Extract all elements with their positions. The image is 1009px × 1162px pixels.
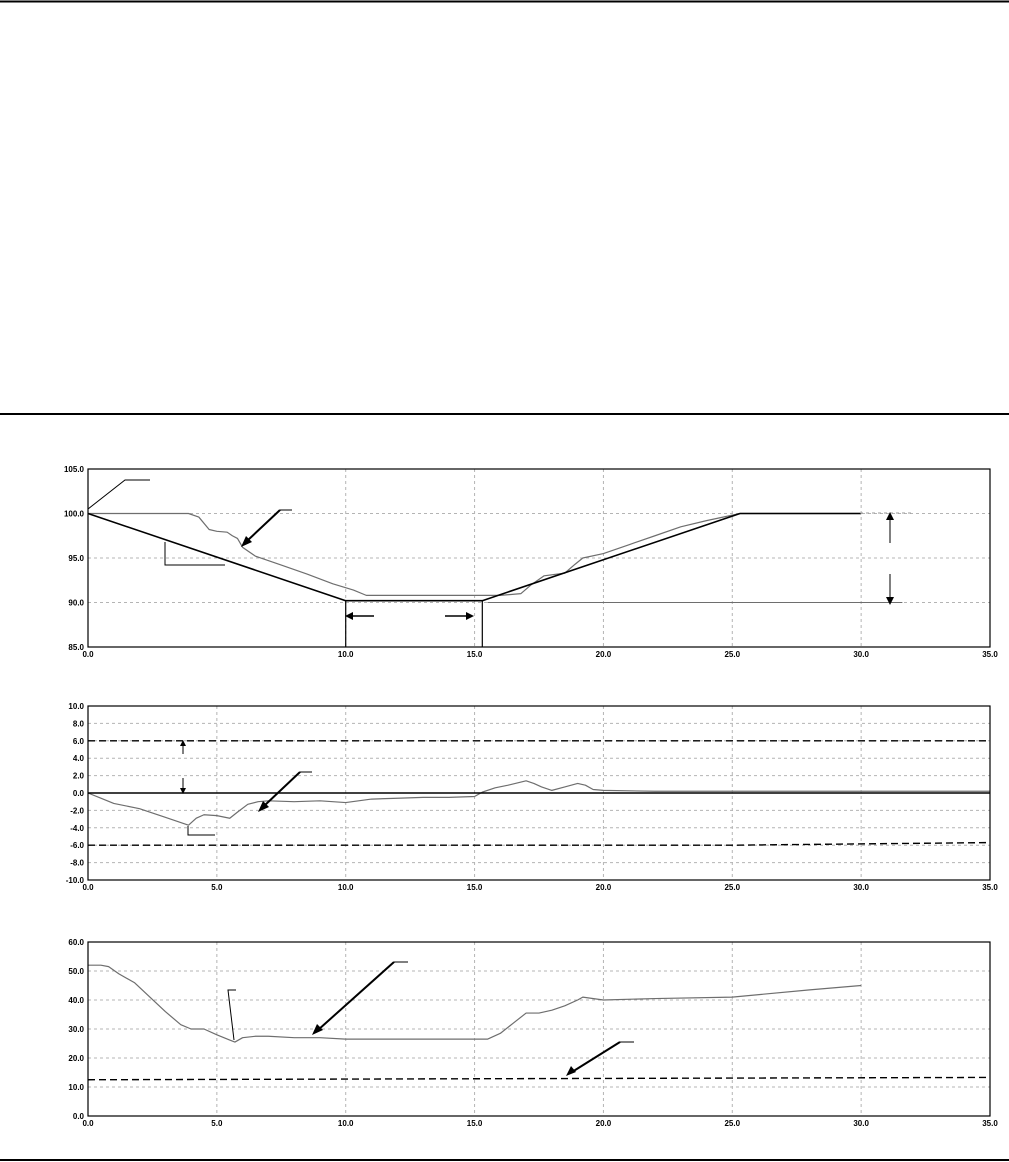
callout-arrow-4-shaft: [318, 962, 394, 1030]
x-tick-label: 30.0: [853, 883, 869, 892]
y-tick-label: 100.0: [63, 509, 84, 519]
x-tick-label: 25.0: [724, 883, 741, 892]
x-tick-label: 15.0: [466, 883, 483, 892]
width-chart: [68, 938, 998, 1128]
x-tick-label: 10.0: [337, 650, 354, 659]
y-tick-label: -2.0: [70, 806, 84, 816]
callout-arrow-2-shaft: [247, 510, 280, 541]
x-tick-label: 25.0: [724, 650, 741, 659]
y-tick-label: 50.0: [68, 967, 84, 976]
y-tick-label: -10.0: [65, 876, 84, 885]
annotations: [88, 480, 912, 1072]
x-tick-label: 35.0: [982, 1119, 998, 1128]
y-tick-label: 85.0: [68, 643, 84, 652]
y-tick-label: 30.0: [68, 1025, 84, 1034]
series-line-design: [88, 514, 861, 601]
y-tick-label: 4.0: [72, 754, 84, 764]
arrowhead-4: [312, 1024, 323, 1035]
y-tick-label: 20.0: [68, 1054, 84, 1063]
y-tick-label: 6.0: [72, 736, 84, 746]
y-tick-label: 95.0: [68, 554, 84, 563]
x-tick-label: 0.0: [82, 883, 94, 892]
x-tick-label: 20.0: [595, 883, 612, 892]
arrowhead-base-right: [466, 612, 474, 620]
x-tick-label: 15.0: [466, 650, 483, 659]
x-tick-label: 5.0: [211, 1119, 223, 1128]
x-tick-label: 35.0: [982, 883, 998, 892]
y-tick-label: 10.0: [68, 1083, 84, 1092]
x-tick-label: 10.0: [337, 1119, 354, 1128]
y-tick-label: 8.0: [72, 719, 84, 729]
y-tick-label: -6.0: [70, 841, 84, 851]
y-tick-label: 105.0: [63, 465, 84, 474]
x-tick-label: 25.0: [724, 1119, 741, 1128]
y-tick-label: 0.0: [72, 789, 84, 798]
callout-min-width-bracket: [228, 990, 236, 1040]
series-line-dashed: [88, 843, 990, 846]
x-tick-label: 0.0: [82, 650, 94, 659]
callout-arrow-5-shaft: [572, 1042, 620, 1072]
cross-section-profile-chart: [64, 465, 998, 659]
x-tick-label: 10.0: [337, 883, 354, 892]
y-tick-label: -8.0: [70, 858, 84, 868]
y-tick-label: 2.0: [72, 771, 84, 781]
y-tick-label: 10.0: [68, 702, 84, 711]
callout-slope-bracket: [165, 542, 225, 565]
series-line-measured: [88, 781, 990, 825]
x-tick-label: 5.0: [211, 883, 223, 892]
x-tick-label: 20.0: [595, 1119, 612, 1128]
arrowhead-depth-down: [886, 597, 894, 605]
callout-leader-1: [88, 480, 150, 509]
x-tick-label: 0.0: [82, 1119, 94, 1128]
y-tick-label: 90.0: [68, 598, 84, 608]
x-tick-label: 20.0: [595, 650, 612, 659]
arrowhead-5: [566, 1066, 576, 1076]
series-line-dashed: [88, 1077, 990, 1079]
x-tick-label: 30.0: [853, 1119, 869, 1128]
y-tick-label: 40.0: [68, 996, 84, 1005]
y-tick-label: -4.0: [70, 823, 84, 833]
x-tick-label: 15.0: [466, 1119, 483, 1128]
x-tick-label: 35.0: [982, 650, 998, 659]
x-tick-label: 30.0: [853, 650, 869, 659]
offset-chart: [66, 702, 999, 892]
y-tick-label: 60.0: [68, 938, 84, 947]
y-tick-label: 0.0: [72, 1112, 84, 1121]
